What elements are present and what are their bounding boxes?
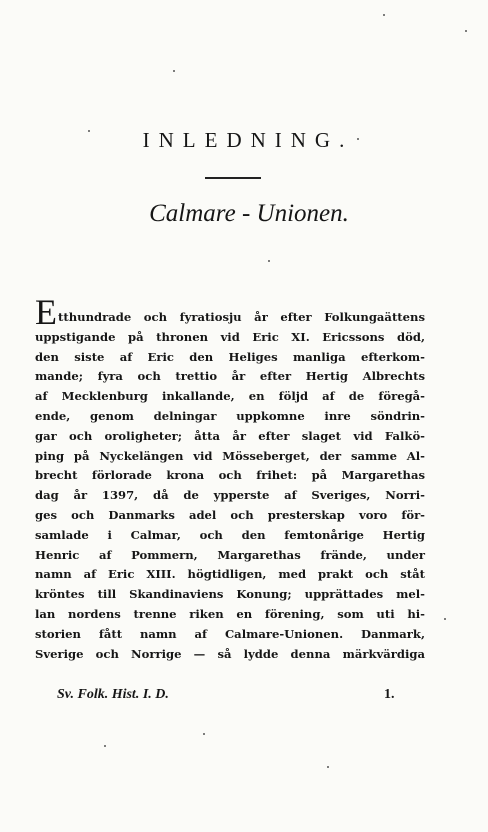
text-line: ping på Nyckelängen vid Mösseberget, der samme Al- <box>35 448 425 463</box>
print-speck <box>173 70 175 72</box>
text-line: samlade i Calmar, och den femtonårige Hertig <box>35 527 425 542</box>
signature-mark: 1. <box>384 687 395 702</box>
text-line: namn af Eric XIII. högtidligen, med prakt och ståt <box>35 567 425 582</box>
print-speck <box>104 745 106 747</box>
text-line: den siste af Eric den Heliges manliga efterkom- <box>35 349 425 364</box>
print-speck <box>444 618 446 620</box>
text-line: Sverige och Norrige — så lydde denna märkvärdiga <box>35 646 425 661</box>
print-speck <box>268 260 270 262</box>
drop-cap: E <box>35 292 57 332</box>
print-speck <box>357 138 359 140</box>
text-line: mande; fyra och trettio år efter Hertig Albrechts <box>35 369 425 384</box>
text-line-content: tthundrade och fyratiosju år efter Folkungaättens <box>58 310 425 324</box>
print-speck <box>383 14 385 16</box>
text-line <box>35 292 425 332</box>
print-speck <box>88 130 90 132</box>
text-line: dag år 1397, då de ypperste af Sveriges, Norri- <box>35 488 425 503</box>
text-line: uppstigande på thronen vid Eric XI. Ericssons död, <box>35 329 425 344</box>
print-speck <box>203 733 205 735</box>
text-line: gar och oroligheter; åtta år efter slaget vid Falkö- <box>35 428 425 443</box>
body-text <box>35 292 425 664</box>
text-line: ges och Danmarks adel och presterskap voro för- <box>35 507 425 522</box>
text-line: ende, genom delningar uppkomne inre söndrin- <box>35 408 425 423</box>
chapter-subtitle: Calmare - Unionen. <box>149 200 349 227</box>
text-line: storien fått namn af Calmare-Unionen. Danmark, <box>35 626 425 641</box>
signature-title: Sv. Folk. Hist. I. D. <box>57 687 169 702</box>
text-line: kröntes till Skandinaviens Konung; upprättades mel- <box>35 587 425 602</box>
text-line: brecht förlorade krona och frihet: på Margarethas <box>35 468 425 483</box>
text-line: af Mecklenburg inkallande, en följd af de föregå- <box>35 389 425 404</box>
print-speck <box>465 30 467 32</box>
heading-rule <box>205 177 261 179</box>
text-line: lan nordens trenne riken en förening, som uti hi- <box>35 606 425 621</box>
chapter-heading: INLEDNING. <box>142 128 354 152</box>
print-speck <box>327 766 329 768</box>
text-line: Henric af Pommern, Margarethas frände, under <box>35 547 425 562</box>
